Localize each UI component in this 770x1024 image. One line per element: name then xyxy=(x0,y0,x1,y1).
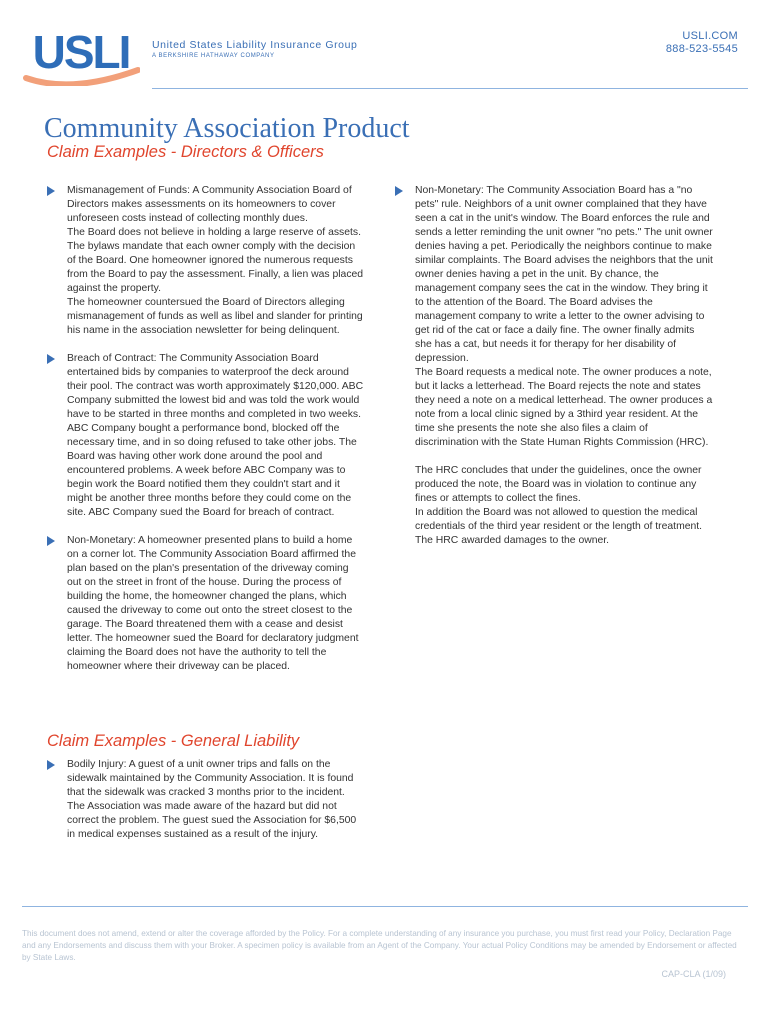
right-column xyxy=(393,184,713,548)
header-divider xyxy=(152,88,748,89)
claim-text: The homeowner countersued the Board of Directors alleging mismanagement of funds as well as libel and slander for printing his name in the association newsletter for being delinquent. xyxy=(67,297,363,336)
logo-wordmark: USLI xyxy=(32,26,130,78)
website-link[interactable]: USLI.COM xyxy=(682,30,738,42)
claim-item-non-monetary-driveway xyxy=(45,534,365,674)
claim-text: Non-Monetary: A homeowner presented plans to build a home on a corner lot. The Community Association Board affirmed the plan based on the plan's presentation of the driveway coming out on the street in front of the house. During the process of building the home, the homeowner changed the plans, which caused the driveway to come out onto the street closest to the garage. The Board threatened them with a cease and desist letter. The homeowner sued the Board for declaratory judgment claiming the Board does not have the authority to tell the homeowner where their driveway can be placed. xyxy=(67,535,359,672)
claim-text: Non-Monetary: The Community Association Board has a "no pets" rule. Neighbors of a unit owner complained that they have seen a cat in the unit's window. The Board enforces the rule and sends a letter reminding the unit owner "no pets." The unit owner denies having a pet. Periodically the neighbors continue to make similar complaints. The Board advises the neighbors that the unit owner denies having a pet in the unit. By chance, the management company sees the cat in the window. They bring it to the attention of the Board. The Board advises the management company to write a letter to the owner advising to get rid of the cat or face a daily fine. The owner finally admits she has a cat, but needs it for therapy for her disability of depression. xyxy=(415,185,713,364)
bullet-arrow-icon xyxy=(47,186,55,196)
phone-number: 888-523-5545 xyxy=(665,43,738,55)
contact-info xyxy=(666,30,738,56)
claim-text: The HRC concludes that under the guidelines, once the owner produced the note, the Board was in violation to continue any fines or attempts to collect the fines. xyxy=(415,465,702,504)
bullet-arrow-icon xyxy=(47,536,55,546)
bullet-arrow-icon xyxy=(395,186,403,196)
claim-item-breach-of-contract xyxy=(45,352,365,520)
company-subtitle: A BERKSHIRE HATHAWAY COMPANY xyxy=(152,53,275,59)
claim-text: Breach of Contract: The Community Association Board entertained bids by companies to waterproof the deck around their pool. The contract was worth approximately $120,000. ABC Company submitted the lowest bid and was told the work would have to be started in three months and completed in two weeks. ABC Company bought a performance bond, blocked off the necessary time, and in so doing refused to take other jobs. The Board was having other work done around the pool and encountered problems. A week before ABC Company was to begin work the Board notified them they couldn't start and it might be another three months before they could come on the site. ABC Company sued the Board for breach of contract. xyxy=(67,353,364,518)
claim-item-bodily-injury xyxy=(45,758,365,842)
page-title: Community Association Product xyxy=(44,113,410,144)
claim-text: Mismanagement of Funds: A Community Association Board of Directors makes assessments on its homeowners to cover unforeseen costs instead of collecting monthly dues. xyxy=(67,185,352,224)
claim-item-mismanagement xyxy=(45,184,365,338)
company-block xyxy=(152,38,358,61)
do-section-heading: Claim Examples - Directors & Officers xyxy=(47,143,324,161)
claim-item-non-monetary-pets xyxy=(393,184,713,548)
disclaimer-text: This document does not amend, extend or alter the coverage afforded by the Policy. For a complete understanding of any insurance you purchase, you must first read your Policy, Declaration Page and any Endorsements and discuss them with your Broker. A specimen policy is available from an Agent of the Company. Your actual Policy Conditions may be amended by Endorsement or affected by State Laws. xyxy=(22,929,737,962)
gl-section-heading: Claim Examples - General Liability xyxy=(47,732,300,750)
claim-text: The Board does not believe in holding a large reserve of assets. The bylaws mandate that each owner comply with the decision of the Board. One homeowner ignored the numerous requests from the Board to pay the assessment. Finally, a lien was placed against the property. xyxy=(67,227,364,294)
left-column xyxy=(45,184,365,674)
bullet-arrow-icon xyxy=(47,760,55,770)
claim-text: The Board requests a medical note. The owner produces a note, but it lacks a letterhead. The Board rejects the note and states they need a note on a medical letterhead. The owner produces a note from a local clinic signed by a 3third year resident. At the time she presents the note she also files a claim of discrimination with the State Human Rights Commission (HRC). xyxy=(415,367,713,448)
gl-column xyxy=(45,758,365,842)
footer-divider xyxy=(22,906,748,907)
claim-text: In addition the Board was not allowed to question the medical credentials of the third year resident or the length of treatment. The HRC awarded damages to the owner. xyxy=(415,507,703,546)
company-name: United States Liability Insurance Group xyxy=(152,39,358,51)
form-code: CAP-CLA (1/09) xyxy=(661,969,726,979)
claim-text: Bodily Injury: A guest of a unit owner trips and falls on the sidewalk maintained by the Community Association. It is found that the sidewalk was cracked 3 months prior to the incident. The Association was made aware of the hazard but did not correct the problem. The guest sued the Association for $6,500 in medical expenses sustained as a result of the injury. xyxy=(67,759,357,840)
bullet-arrow-icon xyxy=(47,354,55,364)
usli-logo xyxy=(22,22,140,86)
